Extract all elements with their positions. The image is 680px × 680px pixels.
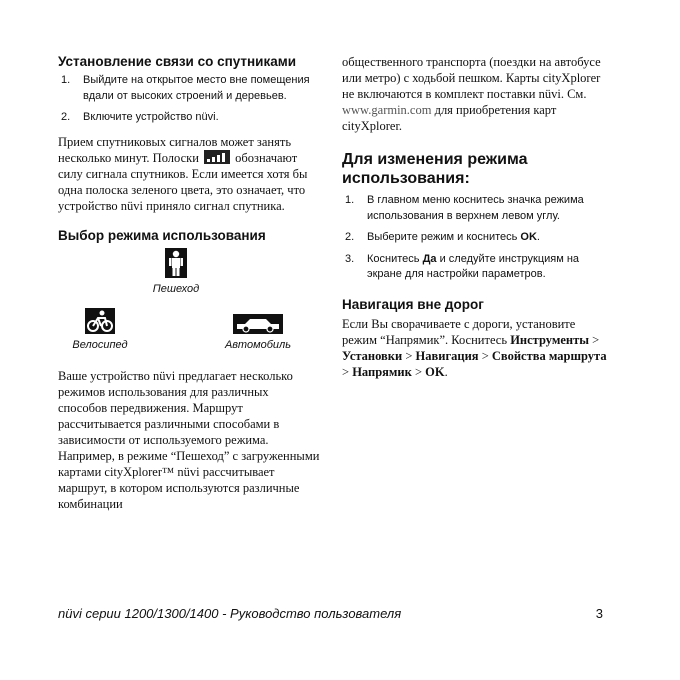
pedestrian-icon bbox=[165, 248, 187, 278]
step-number: 2. bbox=[61, 111, 71, 123]
continued-paragraph bbox=[342, 54, 608, 134]
menu-path-ok: OK bbox=[425, 364, 445, 379]
path-separator: > bbox=[405, 348, 413, 363]
mode-bicycle bbox=[60, 308, 140, 351]
right-column bbox=[342, 54, 608, 390]
list-item bbox=[342, 193, 608, 224]
step-number: 1. bbox=[61, 74, 71, 86]
menu-path-offroad: Напрямик bbox=[352, 364, 412, 379]
signal-bars-icon bbox=[204, 150, 230, 164]
offroad-heading: Навигация вне дорог bbox=[342, 296, 484, 312]
car-icon bbox=[233, 314, 283, 334]
garmin-link[interactable]: www.garmin.com bbox=[342, 103, 432, 117]
mode-label: Автомобиль bbox=[224, 338, 292, 351]
step-number: 2. bbox=[345, 231, 355, 243]
path-separator: > bbox=[414, 364, 423, 379]
offroad-paragraph bbox=[342, 316, 608, 380]
left-column bbox=[58, 54, 320, 522]
mode-pedestrian bbox=[136, 248, 216, 295]
step-text: Коснитесь bbox=[367, 252, 423, 265]
step-text: Выйдите на открытое место вне помещения вдали от высоких строений и деревьев. bbox=[83, 74, 310, 102]
step-number: 3. bbox=[345, 252, 355, 265]
page-number: 3 bbox=[595, 606, 603, 621]
mode-heading: Выбор режима использования bbox=[58, 227, 266, 243]
menu-path-navigation: Навигация bbox=[415, 348, 479, 363]
satellite-steps bbox=[58, 73, 320, 126]
step-text-end: . bbox=[536, 231, 540, 243]
continued-text-b: для приобретения карт cityXplorer. bbox=[342, 103, 557, 133]
ok-keyword: OK bbox=[520, 231, 537, 243]
step-text-end: и следуйте инструкциям на экране для настройки параметров. bbox=[367, 252, 580, 280]
offroad-end: . bbox=[444, 364, 448, 379]
list-item bbox=[58, 110, 320, 126]
continued-text-a: общественного транспорта (поездки на автобусе или метро) с ходьбой пешком. Карты cityXplorer не включаются в комплект поставки nüvi. См. bbox=[342, 55, 601, 101]
manual-title: nüvi серии 1200/1300/1400 - Руководство пользователя bbox=[58, 606, 402, 621]
menu-path-settings: Установки bbox=[342, 348, 403, 363]
list-item bbox=[342, 252, 608, 283]
change-mode-heading: Для изменения режима использования: bbox=[342, 151, 528, 187]
step-text: Выберите режим и коснитесь bbox=[367, 231, 521, 243]
mode-paragraph: Ваше устройство nüvi предлагает несколько режимов использования для различных способов передвижения. Маршрут рассчитывается различными способами в зависимости от используемого режима. Например, в режиме “Пешеход” с загруженными картами cityXplorer™ nüvi рассчитывает маршрут, в котором используются различные комбинации bbox=[58, 368, 320, 511]
mode-label: Велосипед bbox=[72, 338, 128, 351]
satellite-paragraph bbox=[58, 134, 320, 214]
mode-car bbox=[218, 314, 298, 351]
step-number: 1. bbox=[345, 194, 355, 206]
step-text: В главном меню коснитесь значка режима использования в верхнем левом углу. bbox=[367, 194, 584, 222]
menu-path-tools: Инструменты bbox=[510, 332, 589, 347]
path-separator: > bbox=[342, 364, 350, 379]
mode-label: Пешеход bbox=[152, 282, 200, 295]
yes-keyword: Да bbox=[422, 252, 437, 265]
menu-path-route-preferences: Свойства маршрута bbox=[491, 348, 607, 363]
satellite-heading: Установление связи со спутниками bbox=[58, 54, 297, 69]
path-separator: > bbox=[481, 348, 489, 363]
list-item bbox=[58, 73, 320, 104]
path-separator: > bbox=[592, 332, 600, 347]
page-footer bbox=[58, 606, 603, 621]
offroad-text: Если Вы сворачиваете с дороги, установите режим “Напрямик”. Коснитесь bbox=[342, 316, 576, 347]
satellite-text-b: обозначают силу сигнала спутников. Если имеется хотя бы одна полоска зеленого цвета, это означает, что устройство nüvi приняло сигнал спутника. bbox=[58, 150, 308, 213]
bicycle-icon bbox=[85, 308, 115, 334]
list-item bbox=[342, 230, 608, 246]
satellite-text-a: Прием спутниковых сигналов может занять несколько минут. Полоски bbox=[58, 134, 292, 165]
usage-modes bbox=[58, 248, 320, 358]
change-mode-steps bbox=[342, 193, 608, 283]
step-text: Включите устройство nüvi. bbox=[83, 111, 219, 123]
